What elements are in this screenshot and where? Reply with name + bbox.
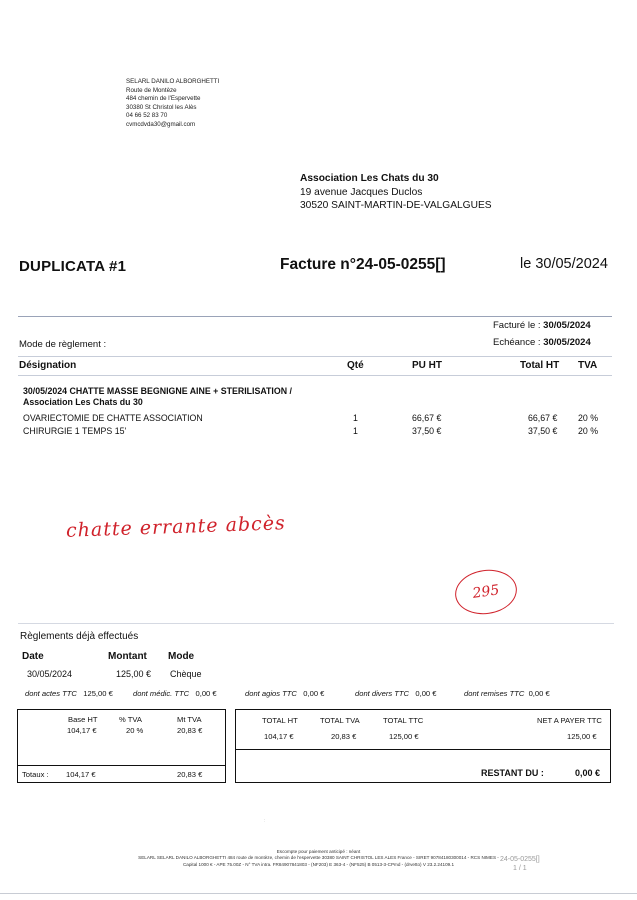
footer-reference <box>500 855 540 873</box>
restant-label: RESTANT DU : <box>481 768 544 778</box>
vat-base-label: Base HT <box>68 715 98 724</box>
row-qty: 1 <box>353 413 358 423</box>
footer-invoice-ref: 24-05-0255[] <box>500 856 540 863</box>
detail-remises-label: dont remises TTC <box>464 689 525 698</box>
payments-title: Règlements déjà effectués <box>20 631 139 642</box>
row-qty: 1 <box>353 426 358 436</box>
divider <box>18 375 612 376</box>
divider <box>18 623 614 624</box>
row-unit-price: 37,50 € <box>412 426 442 436</box>
detail-acts <box>25 689 113 698</box>
divider <box>18 316 612 317</box>
payments-header-date: Date <box>22 651 44 662</box>
vat-base-value: 104,17 € <box>67 726 97 735</box>
due-label: Echéance : <box>493 337 541 348</box>
footer-line-3: Capital 1000 € - APE 75.00Z - N° TVA intra. FR84907841803 - (NF203) E 363-4 - (NF525) B 0513-3-CPmd - (drvetto) V 23.2.24109.1 <box>182 861 455 867</box>
line-section-title <box>23 386 292 408</box>
sender-block <box>126 78 219 130</box>
detail-agios-value: 0,00 € <box>303 689 325 698</box>
invoice-number: Facture n°24-05-0255[] <box>280 256 446 273</box>
total-tva-value: 20,83 € <box>331 732 357 741</box>
col-header-qty: Qté <box>347 360 364 371</box>
total-ht-value: 104,17 € <box>264 732 294 741</box>
total-ht-label: TOTAL HT <box>262 716 298 725</box>
recipient-city: 30520 SAINT-MARTIN-DE-VALGALGUES <box>300 200 492 211</box>
recipient-name: Association Les Chats du 30 <box>300 173 439 184</box>
vat-totals-base: 104,17 € <box>66 770 96 779</box>
detail-agios <box>245 689 324 698</box>
row-vat: 20 % <box>578 413 599 423</box>
section-title: 30/05/2024 CHATTE MASSE BEGNIGNE AINE + STERILISATION / <box>23 386 292 396</box>
col-header-unit-price: PU HT <box>412 360 442 371</box>
payment-mode: Mode de règlement : <box>19 339 107 350</box>
detail-remises-value: 0,00 € <box>528 689 550 698</box>
row-vat: 20 % <box>578 426 599 436</box>
payments-header-mode: Mode <box>168 651 195 662</box>
document-title: DUPLICATA #1 <box>19 258 127 275</box>
row-unit-price: 66,67 € <box>412 413 442 423</box>
row-designation: OVARIECTOMIE DE CHATTE ASSOCIATION <box>23 413 203 423</box>
total-ttc-label: TOTAL TTC <box>383 716 424 725</box>
sender-name: SELARL DANILO ALBORGHETTI <box>126 78 220 85</box>
detail-divers <box>355 689 437 698</box>
detail-divers-value: 0,00 € <box>415 689 437 698</box>
payment-mode: Chèque <box>170 669 202 679</box>
detail-medic-value: 0,00 € <box>195 689 217 698</box>
divider <box>235 749 611 750</box>
footer-line-2: SELARL SELARL DANILO ALBORGHETTI 484 route de montèze, chemin de l'espervette 30380 SAINT CHRISTOL LES ALES France - SIRET 90784180300014 - RCS NIMES - <box>138 855 499 861</box>
divider <box>0 893 637 894</box>
footer-line-1: Escompte pour paiement anticipé : néant <box>276 849 361 854</box>
vat-rate-value: 20 % <box>126 726 144 735</box>
col-header-vat: TVA <box>578 360 598 371</box>
detail-agios-label: dont agios TTC <box>245 689 297 698</box>
due-value: 30/05/2024 <box>543 337 591 348</box>
due-date <box>493 337 591 348</box>
invoiced-label: Facturé le : <box>493 320 541 331</box>
sender-address-1: Route de Montèze <box>126 86 177 94</box>
vat-totals-amount: 20,83 € <box>177 770 203 779</box>
divider <box>17 765 226 766</box>
divider <box>18 356 612 357</box>
total-tva-label: TOTAL TVA <box>320 716 360 725</box>
detail-medic-label: dont médic. TTC <box>133 689 190 698</box>
detail-acts-label: dont actes TTC <box>25 689 77 698</box>
sender-email: cvmcdvda30@gmail.com <box>126 120 196 128</box>
row-total: 66,67 € <box>528 413 558 423</box>
net-label: NET A PAYER TTC <box>537 716 602 725</box>
vat-amount-value: 20,83 € <box>177 726 203 735</box>
scan-mark: : <box>264 818 266 824</box>
total-ttc-value: 125,00 € <box>389 732 419 741</box>
detail-acts-value: 125,00 € <box>83 689 113 698</box>
table-row <box>23 426 126 436</box>
vat-totals-label: Totaux : <box>22 770 49 779</box>
sender-address-2: 484 chemin de l'Espervette <box>126 95 201 103</box>
section-subtitle: Association Les Chats du 30 <box>23 397 143 407</box>
col-header-designation: Désignation <box>19 360 77 371</box>
row-total: 37,50 € <box>528 426 558 436</box>
row-designation: CHIRURGIE 1 TEMPS 15' <box>23 426 127 436</box>
detail-remises <box>464 689 550 698</box>
payments-header-amount: Montant <box>108 651 147 662</box>
sender-city: 30380 St Christol les Alès <box>126 103 197 111</box>
table-row <box>23 413 203 423</box>
footer-page-number: 1 / 1 <box>513 865 527 872</box>
invoiced-on <box>493 320 591 331</box>
invoice-date: le 30/05/2024 <box>520 256 608 272</box>
handwritten-circled-number: 295 <box>452 566 520 618</box>
invoiced-value: 30/05/2024 <box>543 320 591 331</box>
detail-medic <box>133 689 217 698</box>
footer <box>0 849 637 868</box>
recipient-address: 19 avenue Jacques Duclos <box>300 186 423 198</box>
net-value: 125,00 € <box>567 732 597 741</box>
handwritten-note: chatte errante abcès <box>65 512 287 542</box>
recipient-block <box>300 172 492 213</box>
payment-date: 30/05/2024 <box>27 669 73 679</box>
payment-amount: 125,00 € <box>116 669 152 679</box>
col-header-total: Total HT <box>520 360 560 371</box>
vat-amount-label: Mt TVA <box>177 715 202 724</box>
detail-divers-label: dont divers TTC <box>355 689 410 698</box>
restant-value: 0,00 € <box>575 768 601 778</box>
vat-rate-label: % TVA <box>119 715 142 724</box>
sender-phone: 04 66 52 83 70 <box>126 112 168 120</box>
